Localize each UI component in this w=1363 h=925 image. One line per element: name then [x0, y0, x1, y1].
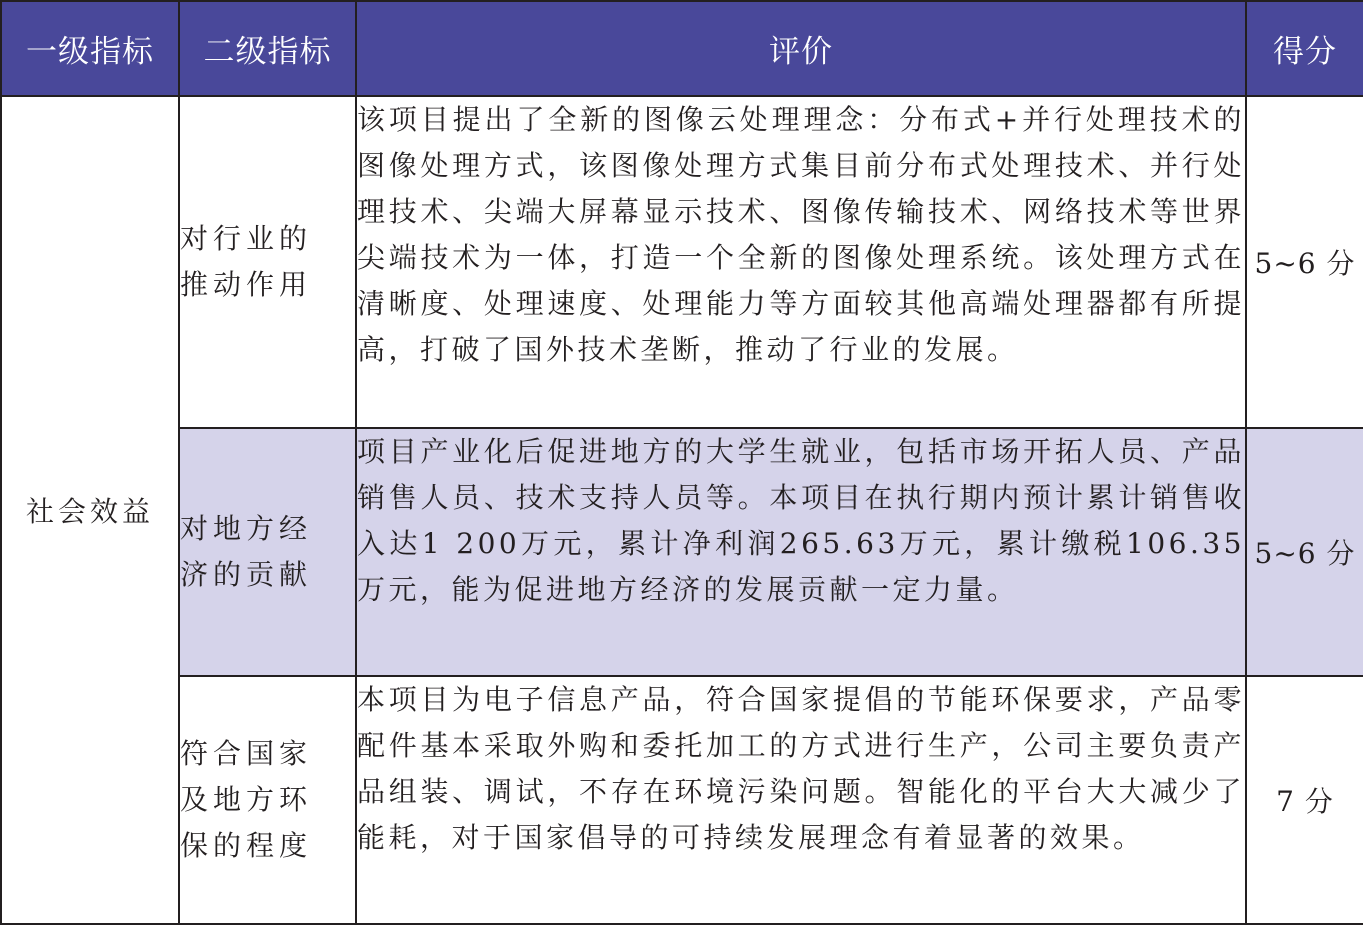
- indicator-environmental-compliance: [179, 676, 356, 924]
- evaluation-text: 项目产业化后促进地方的大学生就业，包括市场开拓人员、产品销售人员、技术支持人员等。本项目在执行期内预计累计销售收入达1 200万元，累计净利润265.63万元，累计缴税106.35万元，能为促进地方经济的发展贡献一定力量。: [356, 428, 1246, 676]
- evaluation-text: 该项目提出了全新的图像云处理理念：分布式+并行处理技术的图像处理方式，该图像处理方式集目前分布式处理技术、并行处理技术、尖端大屏幕显示技术、图像传输技术、网络技术等世界尖端技术为一体，打造一个全新的图像处理系统。该处理方式在清晰度、处理速度、处理能力等方面较其他高端处理器都有所提高，打破了国外技术垄断，推动了行业的发展。: [356, 96, 1246, 428]
- table-row: [1, 676, 1363, 924]
- indicator-line: 对行业的: [180, 222, 313, 255]
- header-evaluation: 评价: [356, 1, 1246, 96]
- indicator-line: 济的贡献: [180, 558, 313, 591]
- table-row: [1, 428, 1363, 676]
- header-score: 得分: [1246, 1, 1363, 96]
- indicator-line: 推动作用: [180, 268, 313, 301]
- category-social-benefit: 社会效益: [1, 96, 179, 924]
- indicator-line: 对地方经: [180, 512, 313, 545]
- indicator-industry-promotion: [179, 96, 356, 428]
- header-level1-indicator: 一级指标: [1, 1, 179, 96]
- header-level2-indicator: 二级指标: [179, 1, 356, 96]
- indicator-line: 保的程度: [180, 829, 313, 862]
- indicator-line: 及地方环: [180, 783, 313, 816]
- score-value: 7 分: [1246, 676, 1363, 924]
- evaluation-text: 本项目为电子信息产品，符合国家提倡的节能环保要求，产品零配件基本采取外购和委托加工的方式进行生产，公司主要负责产品组装、调试，不存在环境污染问题。智能化的平台大大减少了能耗，对于国家倡导的可持续发展理念有着显著的效果。: [356, 676, 1246, 924]
- table-row: [1, 96, 1363, 428]
- header-row: [1, 1, 1363, 96]
- indicator-local-economy: [179, 428, 356, 676]
- score-value: 5~6 分: [1246, 96, 1363, 428]
- indicator-line: 符合国家: [180, 737, 313, 770]
- score-value: 5~6 分: [1246, 428, 1363, 676]
